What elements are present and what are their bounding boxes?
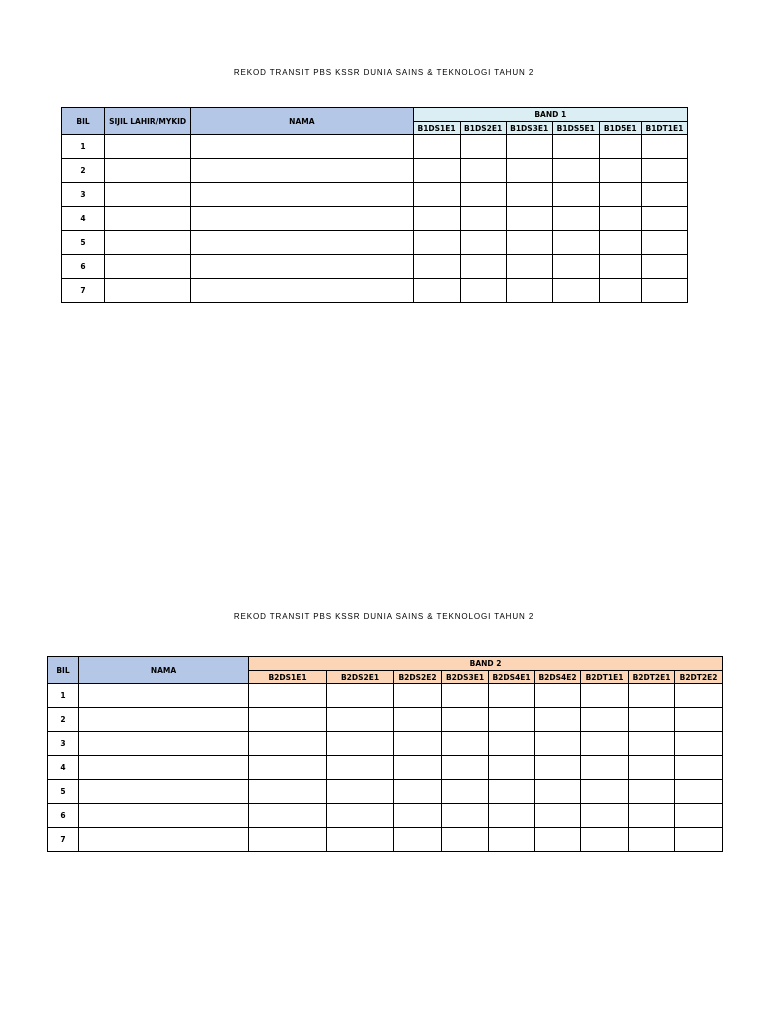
entry-cell[interactable] xyxy=(413,183,460,207)
entry-cell[interactable] xyxy=(535,684,581,708)
entry-cell[interactable] xyxy=(413,159,460,183)
entry-cell[interactable] xyxy=(675,804,723,828)
entry-cell[interactable] xyxy=(191,255,413,279)
entry-cell[interactable] xyxy=(394,708,442,732)
entry-cell[interactable] xyxy=(489,684,535,708)
table-row xyxy=(48,780,723,804)
entry-cell[interactable] xyxy=(506,207,552,231)
entry-cell[interactable] xyxy=(581,804,629,828)
entry-cell[interactable] xyxy=(506,231,552,255)
nama-header: NAMA xyxy=(191,108,413,135)
entry-cell[interactable] xyxy=(552,255,599,279)
entry-cell[interactable] xyxy=(191,279,413,303)
entry-cell[interactable] xyxy=(413,255,460,279)
band-code-header: B2DS2E2 xyxy=(394,671,442,684)
band-code-header: B2DT2E1 xyxy=(629,671,675,684)
table-row xyxy=(62,207,688,231)
entry-cell[interactable] xyxy=(535,756,581,780)
entry-cell[interactable] xyxy=(460,231,506,255)
entry-cell[interactable] xyxy=(442,804,489,828)
entry-cell[interactable] xyxy=(249,756,327,780)
entry-cell[interactable] xyxy=(641,279,687,303)
entry-cell[interactable] xyxy=(327,828,394,852)
band1-record-table xyxy=(61,107,688,303)
band2-header: BAND 2 xyxy=(249,657,723,671)
entry-cell[interactable] xyxy=(506,159,552,183)
entry-cell[interactable] xyxy=(629,756,675,780)
entry-cell[interactable] xyxy=(442,708,489,732)
table-row xyxy=(48,708,723,732)
entry-cell[interactable] xyxy=(489,732,535,756)
table-row xyxy=(48,756,723,780)
entry-cell[interactable] xyxy=(460,159,506,183)
entry-cell[interactable] xyxy=(191,183,413,207)
entry-cell[interactable] xyxy=(249,828,327,852)
entry-cell[interactable] xyxy=(79,732,249,756)
band-code-header: B1DT1E1 xyxy=(641,122,687,135)
entry-cell[interactable] xyxy=(641,183,687,207)
band-code-header: B2DT2E2 xyxy=(675,671,723,684)
band-code-header: B1DS3E1 xyxy=(506,122,552,135)
entry-cell[interactable] xyxy=(394,756,442,780)
band-code-header: B2DS1E1 xyxy=(249,671,327,684)
entry-cell[interactable] xyxy=(191,135,413,159)
entry-cell[interactable] xyxy=(599,135,641,159)
entry-cell[interactable] xyxy=(79,684,249,708)
entry-cell[interactable] xyxy=(641,207,687,231)
table-row xyxy=(48,804,723,828)
entry-cell[interactable] xyxy=(327,708,394,732)
entry-cell[interactable] xyxy=(460,279,506,303)
entry-cell[interactable] xyxy=(629,780,675,804)
entry-cell[interactable] xyxy=(675,828,723,852)
nama-header: NAMA xyxy=(79,657,249,684)
entry-cell[interactable] xyxy=(641,159,687,183)
table-row xyxy=(48,684,723,708)
section2-title: REKOD TRANSIT PBS KSSR DUNIA SAINS & TEKNOLOGI TAHUN 2 xyxy=(233,612,535,621)
entry-cell[interactable] xyxy=(581,828,629,852)
entry-cell[interactable] xyxy=(394,732,442,756)
entry-cell[interactable] xyxy=(249,780,327,804)
entry-cell[interactable] xyxy=(535,828,581,852)
entry-cell[interactable] xyxy=(442,756,489,780)
row-number: 5 xyxy=(62,231,105,255)
row-number: 7 xyxy=(48,828,79,852)
entry-cell[interactable] xyxy=(327,756,394,780)
row-number: 1 xyxy=(62,135,105,159)
entry-cell[interactable] xyxy=(629,732,675,756)
entry-cell[interactable] xyxy=(535,804,581,828)
entry-cell[interactable] xyxy=(629,828,675,852)
table-row xyxy=(62,159,688,183)
entry-cell[interactable] xyxy=(599,255,641,279)
entry-cell[interactable] xyxy=(489,780,535,804)
entry-cell[interactable] xyxy=(394,684,442,708)
entry-cell[interactable] xyxy=(629,708,675,732)
entry-cell[interactable] xyxy=(675,684,723,708)
entry-cell[interactable] xyxy=(552,135,599,159)
entry-cell[interactable] xyxy=(442,732,489,756)
entry-cell[interactable] xyxy=(249,684,327,708)
entry-cell[interactable] xyxy=(489,804,535,828)
entry-cell[interactable] xyxy=(581,732,629,756)
entry-cell[interactable] xyxy=(105,279,191,303)
sijil-header: SIJIL LAHIR/MYKID xyxy=(105,108,191,135)
entry-cell[interactable] xyxy=(489,708,535,732)
row-number: 1 xyxy=(48,684,79,708)
entry-cell[interactable] xyxy=(327,732,394,756)
band-code-header: B2DS3E1 xyxy=(442,671,489,684)
entry-cell[interactable] xyxy=(105,231,191,255)
table-row xyxy=(62,183,688,207)
section1-title: REKOD TRANSIT PBS KSSR DUNIA SAINS & TEKNOLOGI TAHUN 2 xyxy=(233,68,535,77)
entry-cell[interactable] xyxy=(581,684,629,708)
table-row xyxy=(62,279,688,303)
entry-cell[interactable] xyxy=(629,804,675,828)
entry-cell[interactable] xyxy=(629,684,675,708)
entry-cell[interactable] xyxy=(79,780,249,804)
band-code-header: B2DT1E1 xyxy=(581,671,629,684)
entry-cell[interactable] xyxy=(413,279,460,303)
entry-cell[interactable] xyxy=(675,732,723,756)
entry-cell[interactable] xyxy=(581,708,629,732)
table-row xyxy=(62,255,688,279)
entry-cell[interactable] xyxy=(249,804,327,828)
entry-cell[interactable] xyxy=(79,804,249,828)
entry-cell[interactable] xyxy=(489,828,535,852)
entry-cell[interactable] xyxy=(535,780,581,804)
row-number: 3 xyxy=(48,732,79,756)
entry-cell[interactable] xyxy=(641,231,687,255)
entry-cell[interactable] xyxy=(394,780,442,804)
entry-cell[interactable] xyxy=(105,183,191,207)
table-row xyxy=(62,231,688,255)
entry-cell[interactable] xyxy=(506,135,552,159)
row-number: 3 xyxy=(62,183,105,207)
entry-cell[interactable] xyxy=(460,207,506,231)
row-number: 7 xyxy=(62,279,105,303)
entry-cell[interactable] xyxy=(191,159,413,183)
entry-cell[interactable] xyxy=(413,207,460,231)
band1-header: BAND 1 xyxy=(413,108,687,122)
entry-cell[interactable] xyxy=(191,231,413,255)
entry-cell[interactable] xyxy=(105,159,191,183)
band-code-header: B2DS2E1 xyxy=(327,671,394,684)
band-code-header: B2DS4E2 xyxy=(535,671,581,684)
entry-cell[interactable] xyxy=(249,732,327,756)
entry-cell[interactable] xyxy=(641,135,687,159)
entry-cell[interactable] xyxy=(581,756,629,780)
table-row xyxy=(62,135,688,159)
entry-cell[interactable] xyxy=(327,780,394,804)
entry-cell[interactable] xyxy=(675,756,723,780)
entry-cell[interactable] xyxy=(413,231,460,255)
row-number: 2 xyxy=(62,159,105,183)
entry-cell[interactable] xyxy=(599,231,641,255)
entry-cell[interactable] xyxy=(460,183,506,207)
entry-cell[interactable] xyxy=(460,255,506,279)
entry-cell[interactable] xyxy=(442,780,489,804)
row-number: 6 xyxy=(48,804,79,828)
bil-header: BIL xyxy=(62,108,105,135)
entry-cell[interactable] xyxy=(535,708,581,732)
entry-cell[interactable] xyxy=(442,684,489,708)
bil-header: BIL xyxy=(48,657,79,684)
entry-cell[interactable] xyxy=(489,756,535,780)
entry-cell[interactable] xyxy=(535,732,581,756)
entry-cell[interactable] xyxy=(327,804,394,828)
entry-cell[interactable] xyxy=(552,207,599,231)
entry-cell[interactable] xyxy=(191,207,413,231)
entry-cell[interactable] xyxy=(506,279,552,303)
band-code-header: B2DS4E1 xyxy=(489,671,535,684)
entry-cell[interactable] xyxy=(599,159,641,183)
band-code-header: B1DS1E1 xyxy=(413,122,460,135)
entry-cell[interactable] xyxy=(394,828,442,852)
entry-cell[interactable] xyxy=(460,135,506,159)
entry-cell[interactable] xyxy=(79,708,249,732)
entry-cell[interactable] xyxy=(599,207,641,231)
entry-cell[interactable] xyxy=(599,183,641,207)
band-code-header: B1DS2E1 xyxy=(460,122,506,135)
entry-cell[interactable] xyxy=(413,135,460,159)
entry-cell[interactable] xyxy=(105,135,191,159)
entry-cell[interactable] xyxy=(581,780,629,804)
entry-cell[interactable] xyxy=(105,207,191,231)
entry-cell[interactable] xyxy=(506,255,552,279)
table-row xyxy=(48,828,723,852)
band-code-header: B1D5E1 xyxy=(599,122,641,135)
entry-cell[interactable] xyxy=(105,255,191,279)
entry-cell[interactable] xyxy=(599,279,641,303)
entry-cell[interactable] xyxy=(249,708,327,732)
entry-cell[interactable] xyxy=(79,756,249,780)
row-number: 4 xyxy=(62,207,105,231)
row-number: 6 xyxy=(62,255,105,279)
table-row xyxy=(48,732,723,756)
entry-cell[interactable] xyxy=(442,828,489,852)
entry-cell[interactable] xyxy=(79,828,249,852)
row-number: 2 xyxy=(48,708,79,732)
entry-cell[interactable] xyxy=(506,183,552,207)
entry-cell[interactable] xyxy=(552,231,599,255)
band2-record-table xyxy=(47,656,723,852)
entry-cell[interactable] xyxy=(552,279,599,303)
entry-cell[interactable] xyxy=(394,804,442,828)
band-code-header: B1DS5E1 xyxy=(552,122,599,135)
entry-cell[interactable] xyxy=(552,159,599,183)
entry-cell[interactable] xyxy=(641,255,687,279)
row-number: 5 xyxy=(48,780,79,804)
entry-cell[interactable] xyxy=(327,684,394,708)
row-number: 4 xyxy=(48,756,79,780)
entry-cell[interactable] xyxy=(552,183,599,207)
entry-cell[interactable] xyxy=(675,780,723,804)
entry-cell[interactable] xyxy=(675,708,723,732)
